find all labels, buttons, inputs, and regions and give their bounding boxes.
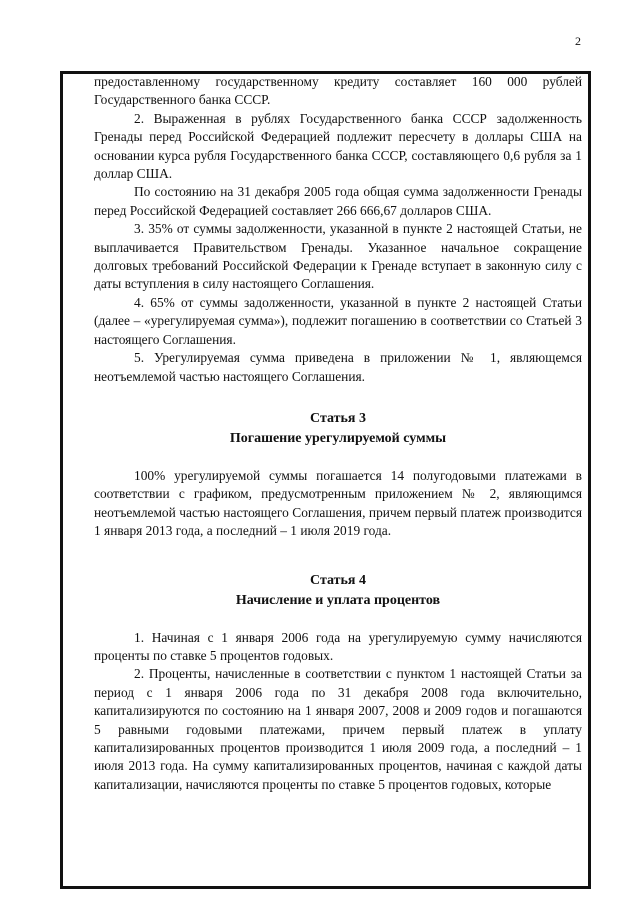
- paragraph-2-2: 2. Выраженная в рублях Государственного банка СССР задолженность Гренады перед Российской Федерацией подлежит пересчету в доллары США на основании курса рубля Государственного банка СССР, составляющего 0,6 рубля за 1 доллар США.: [94, 110, 582, 182]
- paragraph-3-1: 100% урегулируемой суммы погашается 14 полугодовыми платежами в соответствии с графиком, предусмотренным приложением № 2, являющимся неотъемлемой частью настоящего Соглашения, причем первый платеж производится 1 января 2013 года, а последний – 1 июля 2019 года.: [94, 467, 582, 539]
- article-3-number: Статья 3: [310, 410, 366, 426]
- document-body: [94, 73, 582, 794]
- page-number: 2: [575, 34, 581, 48]
- paragraph-4-2: 2. Проценты, начисленные в соответствии с пунктом 1 настоящей Статьи за период с 1 января 2006 года по 31 декабря 2008 года включительно, капитализируются по состоянию на 1 января 2007, 2008 и 2009 годов и погашаются 5 равными годовыми платежами, причем первый платеж в уплату капитализированных процентов производится 1 июля 2009 года, а последний – 1 июля 2013 года. На сумму капитализированных процентов, начиная с каждой даты капитализации, начисляются проценты по ставке 5 процентов годовых, которые: [94, 666, 582, 792]
- article-4-title: Начисление и уплата процентов: [235, 592, 441, 608]
- paragraph-2-4: 4. 65% от суммы задолженности, указанной в пункте 2 настоящей Статьи (далее – «урегулируемая сумма»), подлежит погашению в соответствии со Статьей 3 настоящего Соглашения.: [94, 294, 582, 347]
- paragraph-credit-amount: предоставленному государственному кредиту составляет 160 000 рублей Государственного банка СССР.: [94, 74, 582, 108]
- paragraph-4-1: 1. Начиная с 1 января 2006 года на урегулируемую сумму начисляются проценты по ставке 5 процентов годовых.: [94, 629, 582, 663]
- paragraph-2-3: 3. 35% от суммы задолженности, указанной в пункте 2 настоящей Статьи, не выплачивается Правительством Гренады. Указанное начальное сокращение долговых требований Российской Федерации к Гренаде вступает в законную силу с даты вступления в силу настоящего Соглашения.: [94, 221, 582, 292]
- paragraph-2-2-total: По состоянию на 31 декабря 2005 года общая сумма задолженности Гренады перед Российской Федерацией составляет 266 666,67 долларов США.: [94, 184, 582, 218]
- article-4-number: Статья 4: [310, 572, 366, 588]
- article-3-title: Погашение урегулируемой суммы: [229, 430, 447, 446]
- paragraph-2-5: 5. Урегулируемая сумма приведена в приложении № 1, являющемся неотъемлемой частью настоящего Соглашения.: [94, 350, 582, 384]
